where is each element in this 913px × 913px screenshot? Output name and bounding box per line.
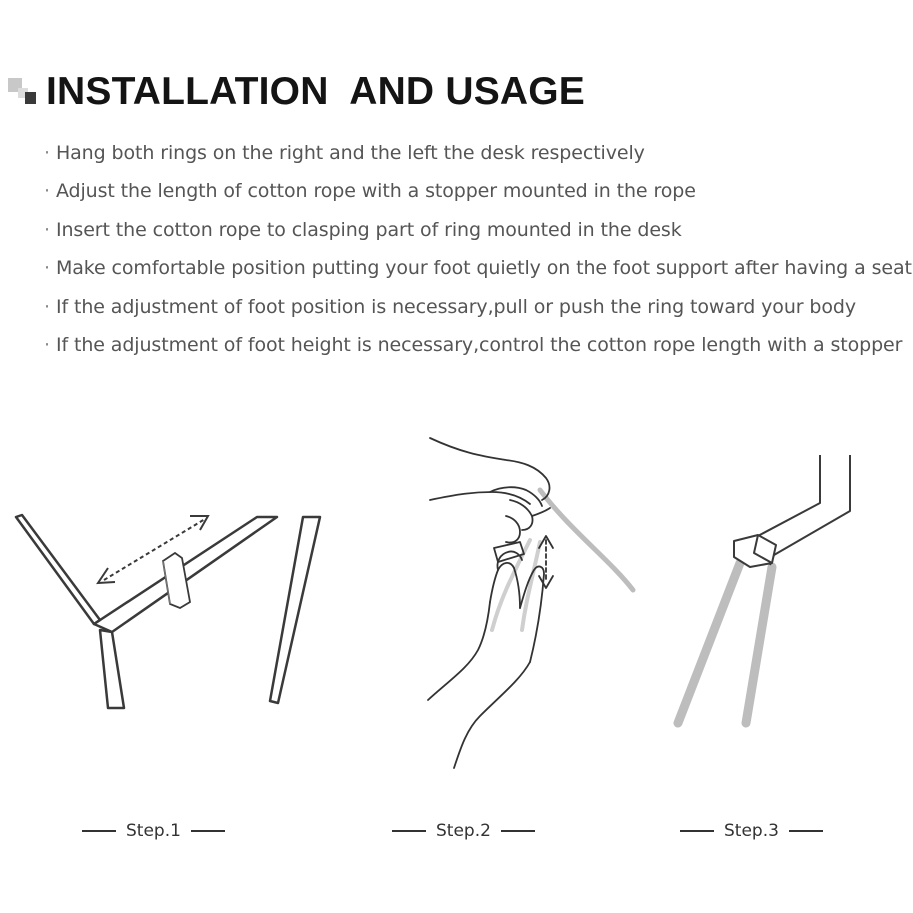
page-title: INSTALLATION AND USAGE (46, 70, 586, 113)
title-squares-icon (8, 78, 38, 108)
instruction-item: · If the adjustment of foot height is necessary,control the cotton rope length with a stopper (44, 334, 903, 356)
step-caption-2: Step.2 (392, 821, 535, 841)
caption-line (501, 830, 535, 832)
caption-line (392, 830, 426, 832)
caption-line (82, 830, 116, 832)
caption-line (789, 830, 823, 832)
step-caption-1: Step.1 (82, 821, 225, 841)
bullet-icon: · (44, 257, 50, 279)
bullet-icon: · (44, 219, 50, 241)
bullet-icon: · (44, 180, 50, 202)
bullet-icon: · (44, 334, 50, 356)
step1-desk-ring-illustration (0, 490, 340, 730)
instruction-item: · If the adjustment of foot position is necessary,pull or push the ring toward your body (44, 296, 857, 318)
instruction-item: · Make comfortable position putting your foot quietly on the foot support after having a seat (44, 257, 912, 279)
instruction-item: · Insert the cotton rope to clasping part of ring mounted in the desk (44, 219, 682, 241)
step2-hands-rope-illustration (410, 430, 650, 770)
caption-line (191, 830, 225, 832)
caption-line (680, 830, 714, 832)
step3-hook-rope-illustration (660, 445, 880, 745)
instruction-item: · Adjust the length of cotton rope with a stopper mounted in the rope (44, 180, 696, 202)
bullet-icon: · (44, 296, 50, 318)
instruction-item: · Hang both rings on the right and the left the desk respectively (44, 142, 645, 164)
step-caption-3: Step.3 (680, 821, 823, 841)
bullet-icon: · (44, 142, 50, 164)
